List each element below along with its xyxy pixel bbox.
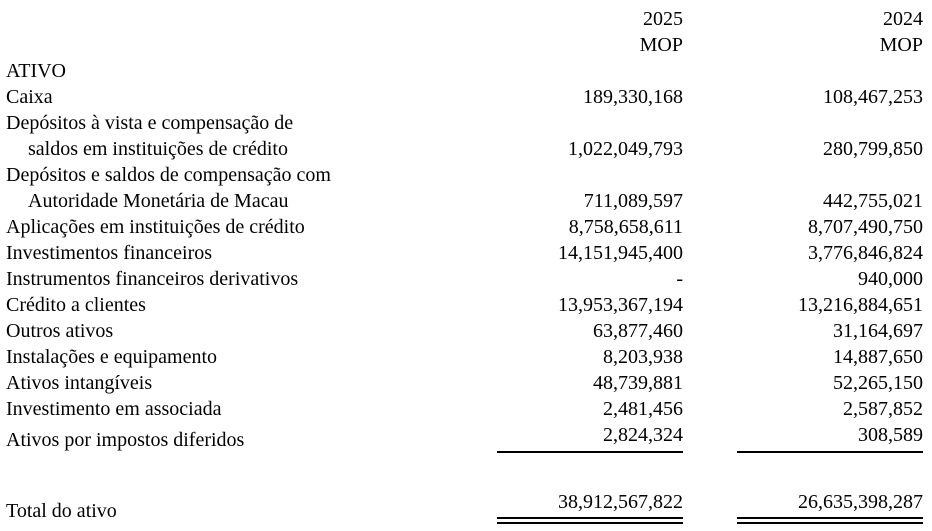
row-value-2024: 940,000 — [858, 268, 923, 290]
row-label: Crédito a clientes — [6, 294, 146, 316]
table-row — [6, 344, 923, 370]
row-value-2024: 2,587,852 — [843, 398, 923, 420]
row-value-2025: 2,481,456 — [603, 398, 683, 420]
table-row — [6, 318, 923, 344]
column-header-year-2024: 2024 — [883, 8, 923, 30]
row-label: saldos em instituições de crédito — [28, 138, 288, 160]
row-label: Investimentos financeiros — [6, 242, 213, 264]
column-header-currency-2025: MOP — [639, 34, 683, 56]
table-row — [6, 292, 923, 318]
row-value-2024: 3,776,846,824 — [808, 242, 923, 264]
table-row — [6, 266, 923, 292]
row-value-2025: 1,022,049,793 — [568, 138, 683, 160]
row-value-2025: 2,824,324 — [497, 422, 683, 453]
row-label: Depósitos e saldos de compensação com — [6, 164, 331, 186]
row-value-2025: 48,739,881 — [593, 372, 683, 394]
row-value-2024: 31,164,697 — [833, 320, 923, 342]
table-row — [6, 162, 923, 188]
row-label: Aplicações em instituições de crédito — [6, 216, 305, 238]
table-header-year-row — [6, 6, 923, 32]
table-row — [6, 396, 923, 422]
row-value-2024: 442,755,021 — [823, 190, 923, 212]
blank-gap — [6, 453, 923, 489]
row-label: Instalações e equipamento — [6, 346, 218, 368]
row-label: Ativos intangíveis — [6, 372, 153, 394]
row-label: Ativos por impostos diferidos — [6, 429, 245, 451]
total-label: Total do ativo — [6, 500, 117, 522]
table-row — [6, 370, 923, 396]
row-label: Outros ativos — [6, 320, 114, 342]
row-value-2024: 280,799,850 — [823, 138, 923, 160]
table-row — [6, 240, 923, 266]
total-value-2024: 26,635,398,287 — [737, 489, 923, 524]
row-value-2025: 189,330,168 — [583, 86, 683, 108]
section-header-row — [6, 58, 923, 84]
total-row — [6, 489, 923, 524]
row-value-2024: 14,887,650 — [833, 346, 923, 368]
row-value-2025: 63,877,460 — [593, 320, 683, 342]
table-row — [6, 136, 923, 162]
column-header-currency-2024: MOP — [879, 34, 923, 56]
row-label: Autoridade Monetária de Macau — [28, 190, 289, 212]
row-value-2025: 8,203,938 — [603, 346, 683, 368]
section-title: ATIVO — [6, 60, 66, 82]
row-value-2024: 52,265,150 — [833, 372, 923, 394]
column-header-year-2025: 2025 — [643, 8, 683, 30]
row-value-2025: 8,758,658,611 — [568, 216, 683, 238]
table-header-currency-row — [6, 32, 923, 58]
table-row — [6, 214, 923, 240]
row-value-2025: - — [676, 268, 683, 290]
row-value-2024: 108,467,253 — [823, 86, 923, 108]
row-value-2024: 8,707,490,750 — [808, 216, 923, 238]
table-row — [6, 422, 923, 453]
row-value-2024: 13,216,884,651 — [798, 294, 923, 316]
row-value-2025: 14,151,945,400 — [558, 242, 683, 264]
table-row — [6, 84, 923, 110]
row-value-2025: 13,953,367,194 — [558, 294, 683, 316]
total-value-2025: 38,912,567,822 — [497, 489, 683, 524]
row-label: Caixa — [6, 86, 53, 108]
table-row — [6, 110, 923, 136]
table-row — [6, 188, 923, 214]
row-label: Investimento em associada — [6, 398, 222, 420]
row-value-2024: 308,589 — [737, 422, 923, 453]
row-value-2025: 711,089,597 — [583, 190, 683, 212]
row-label: Instrumentos financeiros derivativos — [6, 268, 299, 290]
row-label: Depósitos à vista e compensação de — [6, 112, 294, 134]
